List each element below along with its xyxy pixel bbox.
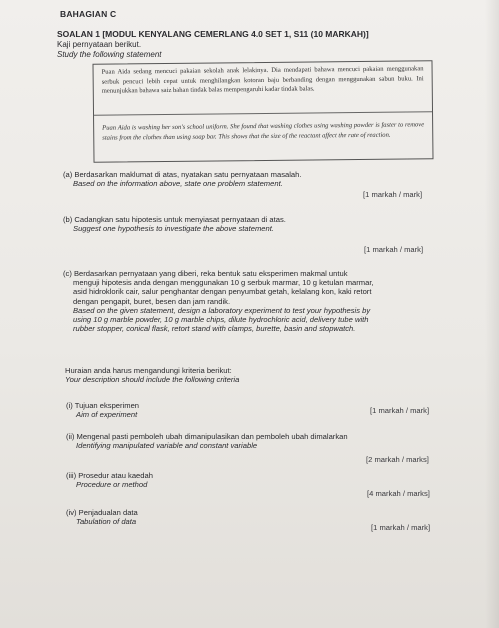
criterion-i-malay: (i) Tujuan eksperimen xyxy=(66,401,140,410)
criterion-iv xyxy=(66,508,138,526)
criterion-ii-marks: [2 markah / marks] xyxy=(366,455,429,464)
question-c-malay-line-1: (c) Berdasarkan pernyataan yang diberi, reka bentuk satu eksperimen makmal untuk xyxy=(63,269,348,278)
criterion-ii-malay: (ii) Mengenal pasti pemboleh ubah dimanipulasikan dan pemboleh ubah dimalarkan xyxy=(66,432,348,441)
question-b-malay: (b) Cadangkan satu hipotesis untuk menyiasat pernyataan di atas. xyxy=(63,215,286,224)
question-a-malay: (a) Berdasarkan maklumat di atas, nyatakan satu pernyataan masalah. xyxy=(63,170,302,179)
question-c xyxy=(63,269,483,333)
question-b-marks: [1 markah / mark] xyxy=(364,245,424,254)
criterion-i xyxy=(66,401,139,419)
criterion-iv-marks: [1 markah / mark] xyxy=(371,523,431,532)
statement-malay: Puan Aida sedang mencuci pakaian sekolah anak lelakinya. Dia mendapati bahawa mencuci pakaian menggunakan serbuk pencuci lebih cepat untuk menghilangkan kotoran baju berbanding dengan menggunakan sabun buku. Ini menunjukkan bahawa saiz bahan tindak balas mempengaruhi kadar tindak balas. xyxy=(101,65,424,95)
criterion-iii-malay: (iii) Prosedur atau kaedah xyxy=(66,471,153,480)
question-c-malay-line-3: asid hidroklorik cair, salur penghantar dengan penyumbat getah, kelalang kon, kaki retort xyxy=(73,287,372,297)
question-b xyxy=(63,215,286,233)
question-c-english-line-3: rubber stopper, conical flask, retort stand with clamps, burette, basin and stopwatch. xyxy=(73,324,356,334)
instruction-malay: Kaji pernyataan berikut. xyxy=(57,40,142,49)
criterion-ii-english: Identifying manipulated variable and constant variable xyxy=(76,441,258,451)
criterion-iii xyxy=(66,471,153,489)
criterion-ii xyxy=(66,432,348,450)
question-b-english: Suggest one hypothesis to investigate the above statement. xyxy=(73,224,274,234)
criterion-iv-english: Tabulation of data xyxy=(76,517,137,527)
criterion-iii-english: Procedure or method xyxy=(76,480,148,490)
page-shadow xyxy=(485,0,499,628)
question-header: SOALAN 1 [MODUL KENYALANG CEMERLANG 4.0 SET 1, S11 (10 MARKAH)] xyxy=(57,29,369,39)
instruction-english: Study the following statement xyxy=(57,50,162,59)
question-c-english-line-1: Based on the given statement, design a laboratory experiment to test your hypothesis by xyxy=(73,305,371,315)
question-a-english: Based on the information above, state one problem statement. xyxy=(73,179,283,189)
criterion-i-marks: [1 markah / mark] xyxy=(370,406,430,415)
criteria-intro xyxy=(65,366,239,384)
criterion-i-english: Aim of experiment xyxy=(76,410,138,420)
question-a-marks: [1 markah / mark] xyxy=(363,190,423,199)
statement-divider xyxy=(94,111,432,116)
question-c-malay-line-4: dengan pengapit, buret, besen dan jam randik. xyxy=(73,296,231,306)
criteria-intro-malay: Huraian anda harus mengandungi kriteria berikut: xyxy=(65,366,232,375)
section-title: BAHAGIAN C xyxy=(60,9,117,19)
question-c-malay-line-2: menguji hipotesis anda dengan menggunakan 10 g serbuk marmar, 10 g ketulan marmar, xyxy=(73,278,374,288)
question-c-english-line-2: using 10 g marble powder, 10 g marble chips, dilute hydrochloric acid, delivery tube with xyxy=(73,315,369,325)
statement-box xyxy=(92,60,433,163)
criteria-intro-english: Your description should include the following criteria xyxy=(65,375,240,385)
criterion-iv-malay: (iv) Penjadualan data xyxy=(66,508,138,517)
question-a xyxy=(63,170,302,188)
statement-english: Puan Aida is washing her son's school uniform. She found that washing clothes using washing powder is faster to remove stains from the clothes than using soap bar. This shows that the size of the reactant affect the rate of reaction. xyxy=(102,121,425,142)
criterion-iii-marks: [4 markah / marks] xyxy=(367,489,430,498)
